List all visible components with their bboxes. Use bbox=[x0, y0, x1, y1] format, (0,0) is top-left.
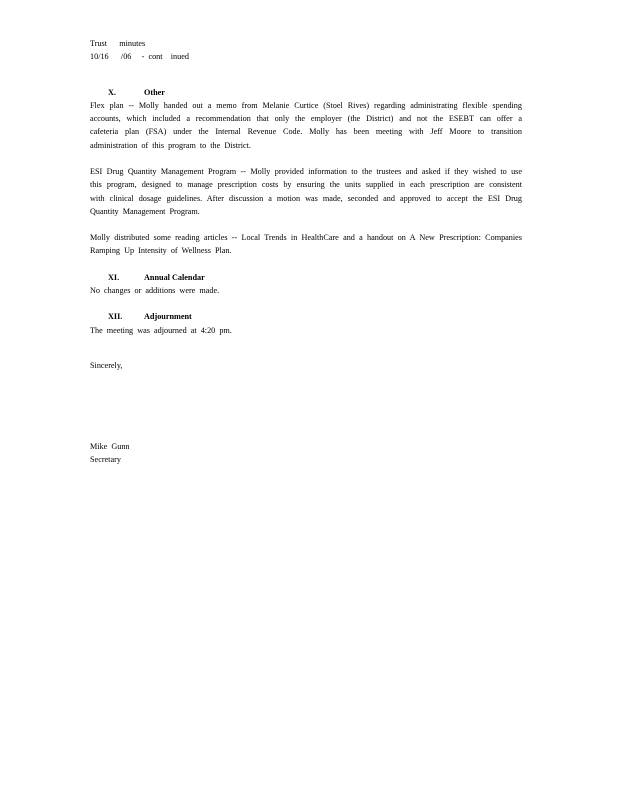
paragraph-flex-plan: Flex plan -- Molly handed out a memo from Melanie Curtice (Stoel Rives) regarding administrating flexible spending accounts, which included a recommendation that only the employer (the District) and not the ESEBT can offer a cafeteria plan (FSA) under the Internal Revenue Code. Molly has been meeting with Jeff Moore to transition administration of this program to the District. bbox=[90, 100, 522, 150]
document-page bbox=[90, 37, 522, 467]
paragraph-reading-articles: Molly distributed some reading articles -- Local Trends in HealthCare and a handout on A New Prescription: Companies Ramping Up Intensity of Wellness Plan. bbox=[90, 233, 522, 256]
section-number: XI. bbox=[108, 272, 120, 282]
signature-name: Mike Gunn bbox=[90, 442, 130, 452]
section-title: Annual Calendar bbox=[144, 272, 205, 282]
section-number: XII. bbox=[108, 312, 123, 322]
signature-title: Secretary bbox=[90, 455, 121, 465]
paragraph-adjournment: The meeting was adjourned at 4:20 pm. bbox=[90, 325, 232, 335]
section-heading-calendar bbox=[108, 271, 522, 284]
section-title: Other bbox=[144, 87, 165, 97]
header-title: Trust minutes bbox=[90, 39, 146, 48]
section-number: X. bbox=[108, 87, 116, 97]
section-title: Adjournment bbox=[144, 312, 192, 322]
paragraph-esi-drug: ESI Drug Quantity Management Program -- Molly provided information to the trustees and asked if they wished to use this program, designed to manage prescription costs by ensuring the units supplied in each prescription are consistent with clinical dosage guidelines. After discussion a motion was made, seconded and approved to accept the ESI Drug Quantity Management Program. bbox=[90, 166, 522, 216]
paragraph-calendar: No changes or additions were made. bbox=[90, 285, 220, 295]
section-heading-adjournment bbox=[108, 310, 522, 323]
section-heading-other bbox=[108, 86, 522, 99]
closing: Sincerely, bbox=[90, 360, 123, 370]
header-date: 10/16 /06 - cont inued bbox=[90, 52, 189, 62]
